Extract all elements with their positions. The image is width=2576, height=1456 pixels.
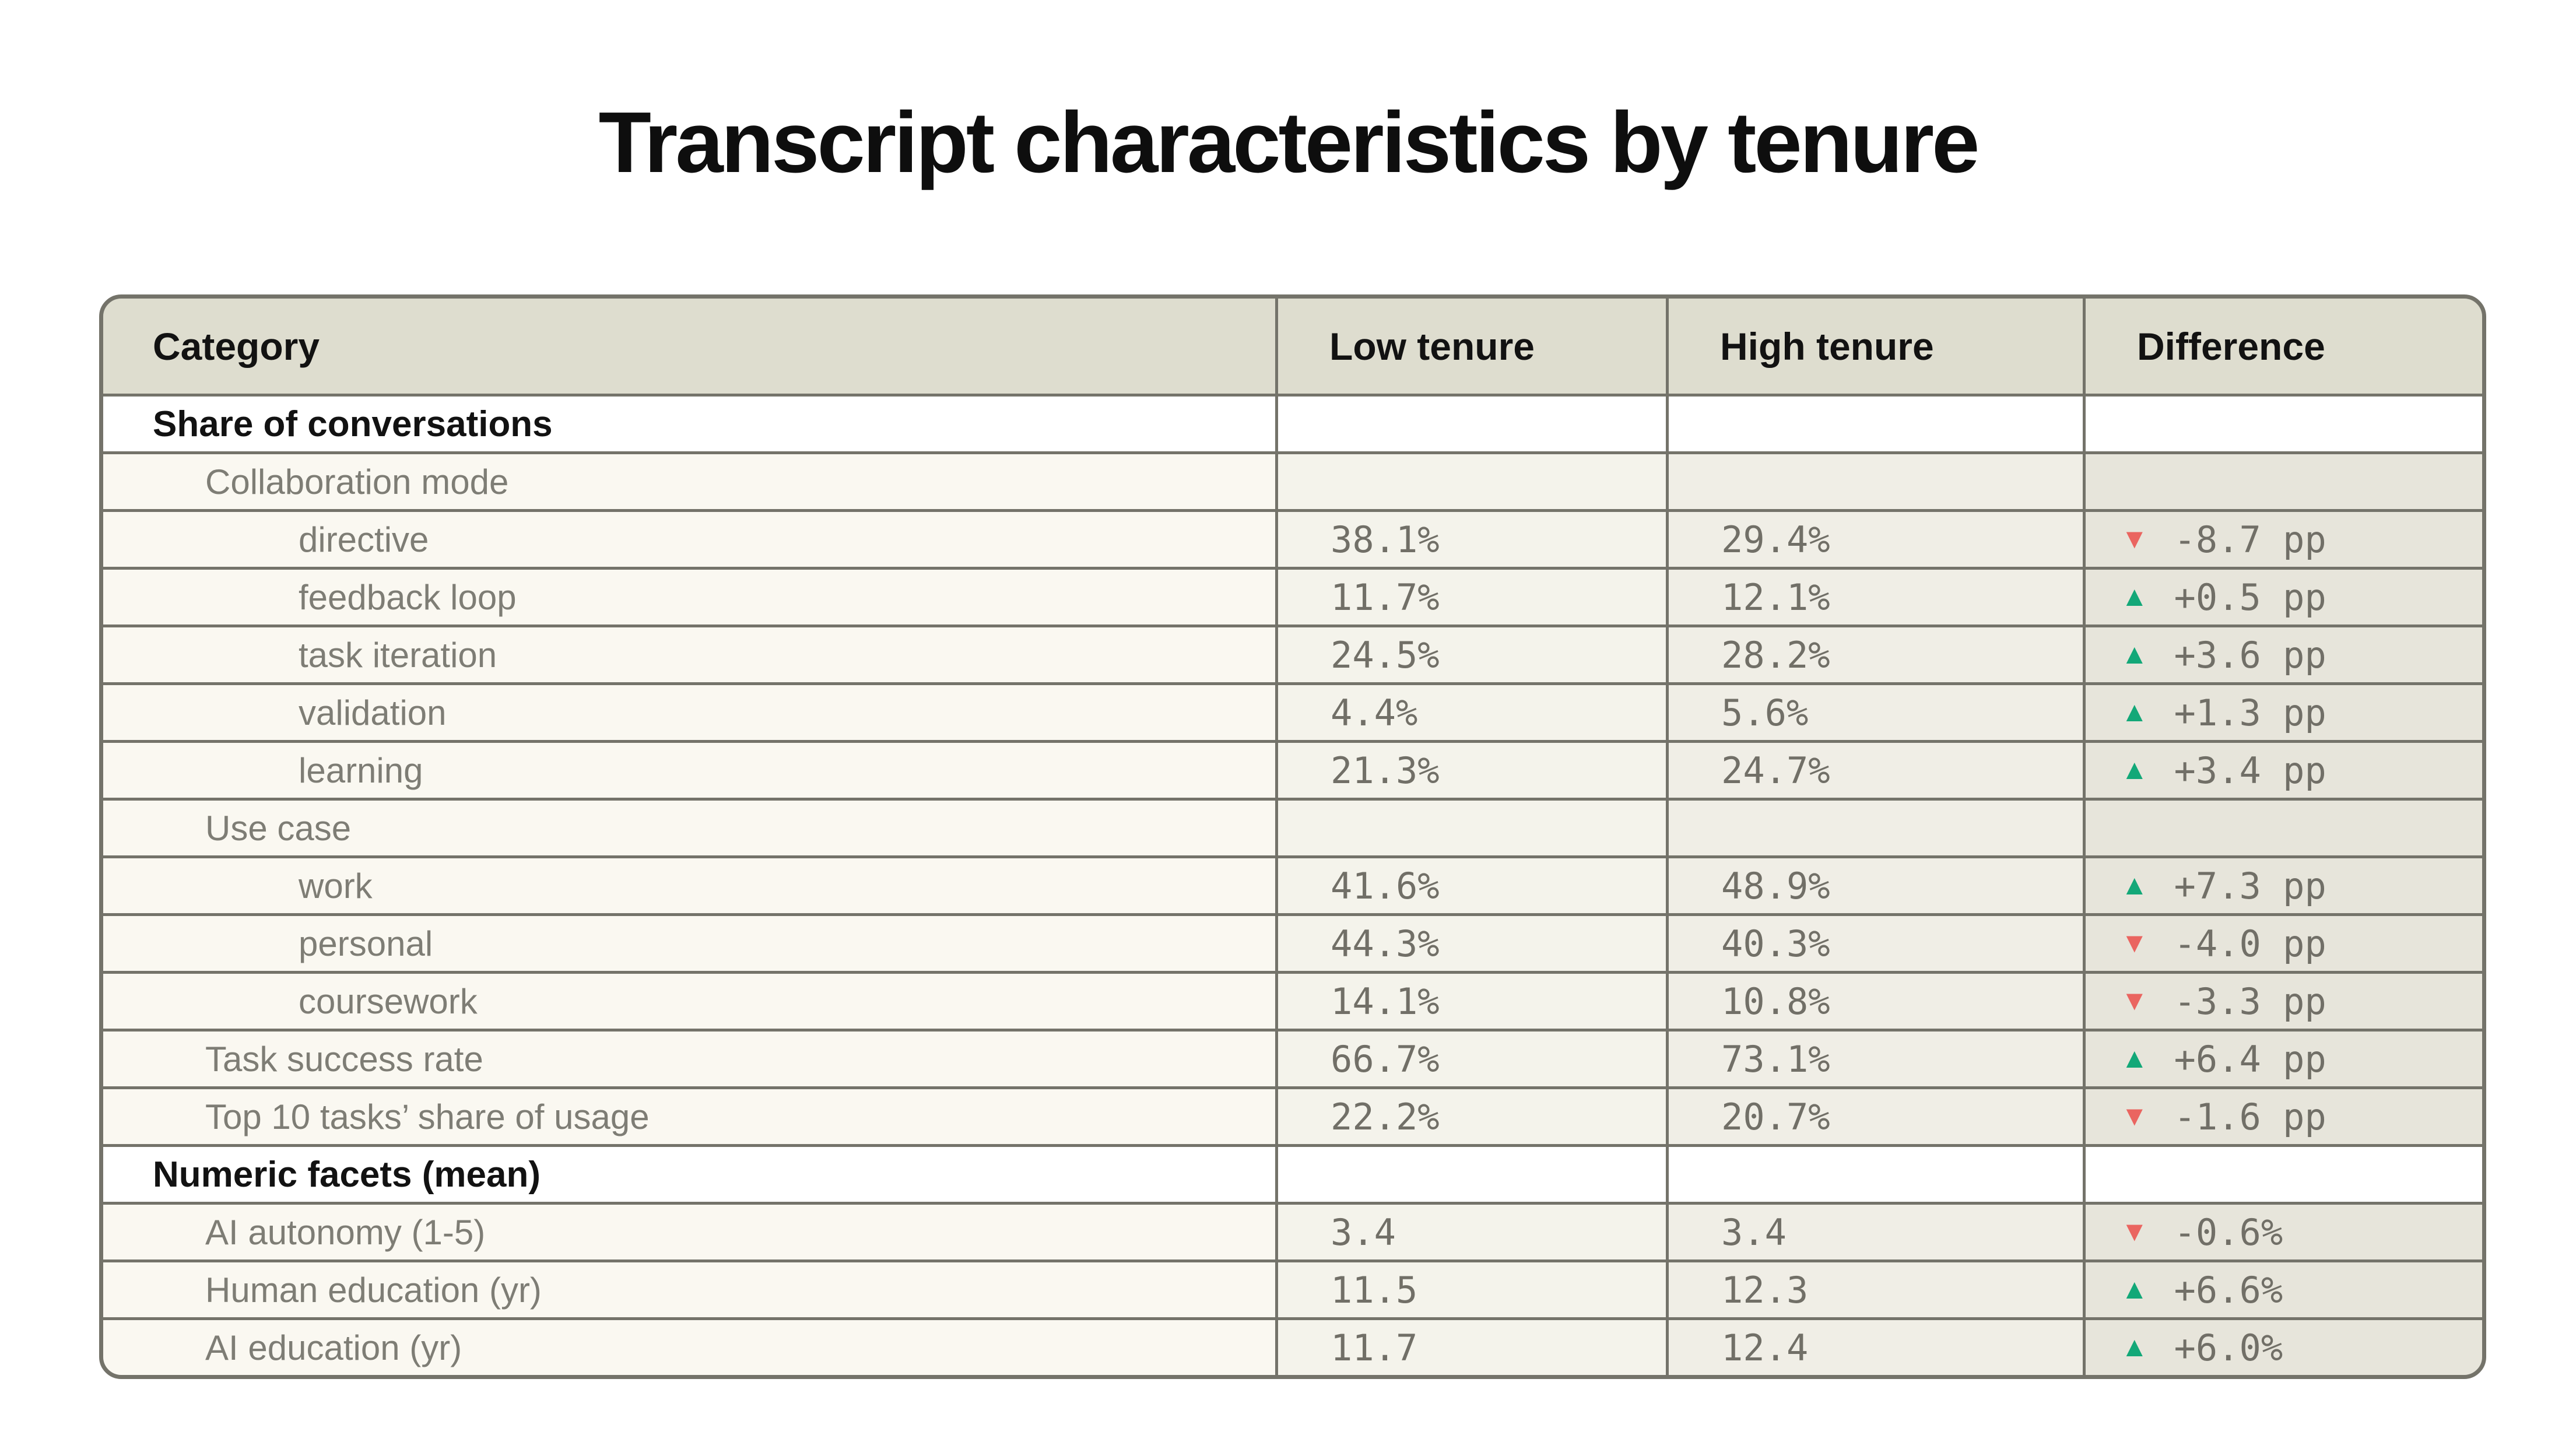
high-tenure-cell	[1669, 916, 2083, 971]
low-tenure-cell	[1278, 570, 1666, 624]
low-tenure-value: 66.7%	[1331, 1037, 1440, 1080]
low-tenure-cell	[1278, 858, 1666, 913]
category-cell	[103, 974, 1275, 1029]
high-tenure-value: 12.4	[1721, 1326, 1809, 1369]
category-label: AI education (yr)	[205, 1328, 462, 1367]
category-label: validation	[299, 693, 447, 732]
high-tenure-cell	[1669, 685, 2083, 740]
low-tenure-cell	[1278, 916, 1666, 971]
high-tenure-cell	[1669, 512, 2083, 567]
category-cell	[103, 1205, 1275, 1259]
category-label: personal	[299, 924, 433, 963]
difference-cell	[2086, 743, 2482, 798]
category-label: work	[299, 866, 373, 906]
high-tenure-value: 24.7%	[1721, 749, 1830, 792]
high-tenure-value: 73.1%	[1721, 1037, 1830, 1080]
high-tenure-cell	[1669, 974, 2083, 1029]
high-tenure-value: 3.4	[1721, 1211, 1787, 1254]
trend-up-icon: ▲	[2121, 1043, 2149, 1074]
difference-value: +1.3 pp	[2174, 691, 2326, 734]
low-tenure-value: 11.5	[1331, 1268, 1418, 1311]
category-label: Task success rate	[205, 1039, 483, 1079]
category-label: Collaboration mode	[205, 462, 509, 501]
category-label: learning	[299, 750, 423, 790]
difference-value: -1.6 pp	[2174, 1095, 2326, 1138]
high-tenure-value: 20.7%	[1721, 1095, 1830, 1138]
high-tenure-cell	[1669, 801, 2083, 855]
trend-up-icon: ▲	[2121, 1332, 2149, 1363]
difference-cell	[2086, 1320, 2482, 1375]
category-cell	[103, 627, 1275, 682]
low-tenure-value: 21.3%	[1331, 749, 1440, 792]
trend-up-icon: ▲	[2121, 755, 2149, 785]
category-cell	[103, 1262, 1275, 1317]
difference-value: +6.6%	[2174, 1268, 2283, 1311]
difference-value: +0.5 pp	[2174, 576, 2326, 619]
high-tenure-value: 12.1%	[1721, 576, 1830, 619]
header-category: Category	[103, 299, 1275, 394]
low-tenure-value: 38.1%	[1331, 518, 1440, 561]
category-cell	[103, 685, 1275, 740]
high-tenure-cell	[1669, 1262, 2083, 1317]
difference-cell	[2086, 1205, 2482, 1259]
category-label: Top 10 tasks’ share of usage	[205, 1097, 650, 1136]
low-tenure-value: 41.6%	[1331, 864, 1440, 907]
high-tenure-value: 40.3%	[1721, 922, 1830, 965]
low-tenure-cell	[1278, 1320, 1666, 1375]
low-tenure-value: 11.7	[1331, 1326, 1418, 1369]
low-tenure-cell	[1278, 743, 1666, 798]
category-cell	[103, 1320, 1275, 1375]
category-label: coursework	[299, 981, 478, 1021]
low-tenure-cell	[1278, 974, 1666, 1029]
category-cell	[103, 801, 1275, 855]
high-tenure-value: 48.9%	[1721, 864, 1830, 907]
difference-value: +6.0%	[2174, 1326, 2283, 1369]
difference-value: +7.3 pp	[2174, 864, 2326, 907]
difference-value: +3.6 pp	[2174, 633, 2326, 676]
difference-cell	[2086, 512, 2482, 567]
difference-cell	[2086, 858, 2482, 913]
category-label: feedback loop	[299, 577, 517, 617]
header-high-tenure: High tenure	[1669, 299, 2083, 394]
trend-up-icon: ▲	[2121, 581, 2149, 612]
low-tenure-value: 3.4	[1331, 1211, 1396, 1254]
trend-down-icon: ▼	[2121, 1216, 2149, 1247]
difference-cell	[2086, 974, 2482, 1029]
trend-up-icon: ▲	[2121, 697, 2149, 728]
high-tenure-cell	[1669, 454, 2083, 509]
difference-cell	[2086, 916, 2482, 971]
difference-value: +6.4 pp	[2174, 1037, 2326, 1080]
low-tenure-cell	[1278, 397, 1666, 451]
difference-cell	[2086, 685, 2482, 740]
high-tenure-cell	[1669, 1032, 2083, 1086]
high-tenure-cell	[1669, 397, 2083, 451]
low-tenure-cell	[1278, 1032, 1666, 1086]
high-tenure-cell	[1669, 858, 2083, 913]
category-label: directive	[299, 520, 429, 559]
trend-down-icon: ▼	[2121, 1101, 2149, 1132]
high-tenure-value: 5.6%	[1721, 691, 1809, 734]
table-grid	[103, 299, 2482, 1375]
page-title: Transcript characteristics by tenure	[598, 94, 1978, 191]
high-tenure-cell	[1669, 743, 2083, 798]
low-tenure-cell	[1278, 1089, 1666, 1144]
low-tenure-value: 24.5%	[1331, 633, 1440, 676]
low-tenure-cell	[1278, 801, 1666, 855]
low-tenure-cell	[1278, 685, 1666, 740]
category-label: Human education (yr)	[205, 1270, 542, 1310]
header-low-tenure: Low tenure	[1278, 299, 1666, 394]
difference-cell	[2086, 454, 2482, 509]
difference-cell	[2086, 1089, 2482, 1144]
high-tenure-cell	[1669, 1147, 2083, 1202]
difference-cell	[2086, 1032, 2482, 1086]
high-tenure-cell	[1669, 1320, 2083, 1375]
difference-cell	[2086, 1147, 2482, 1202]
category-label: AI autonomy (1-5)	[205, 1212, 486, 1252]
difference-cell	[2086, 397, 2482, 451]
category-label: Use case	[205, 808, 352, 848]
low-tenure-value: 44.3%	[1331, 922, 1440, 965]
high-tenure-value: 10.8%	[1721, 980, 1830, 1023]
category-cell	[103, 397, 1275, 451]
category-cell	[103, 512, 1275, 567]
low-tenure-cell	[1278, 1147, 1666, 1202]
difference-value: -3.3 pp	[2174, 980, 2326, 1023]
category-label: Numeric facets (mean)	[153, 1154, 541, 1195]
trend-up-icon: ▲	[2121, 1274, 2149, 1305]
difference-value: -4.0 pp	[2174, 922, 2326, 965]
low-tenure-cell	[1278, 454, 1666, 509]
category-label: task iteration	[299, 635, 497, 675]
low-tenure-cell	[1278, 1262, 1666, 1317]
low-tenure-value: 14.1%	[1331, 980, 1440, 1023]
category-cell	[103, 916, 1275, 971]
category-cell	[103, 1032, 1275, 1086]
high-tenure-cell	[1669, 1089, 2083, 1144]
difference-value: -8.7 pp	[2174, 518, 2326, 561]
high-tenure-cell	[1669, 1205, 2083, 1259]
difference-cell	[2086, 570, 2482, 624]
high-tenure-cell	[1669, 627, 2083, 682]
high-tenure-value: 12.3	[1721, 1268, 1809, 1311]
characteristics-table	[99, 294, 2486, 1379]
category-label: Share of conversations	[153, 404, 553, 444]
low-tenure-value: 22.2%	[1331, 1095, 1440, 1138]
category-cell	[103, 1089, 1275, 1144]
category-cell	[103, 570, 1275, 624]
category-cell	[103, 743, 1275, 798]
high-tenure-value: 28.2%	[1721, 633, 1830, 676]
trend-down-icon: ▼	[2121, 985, 2149, 1016]
trend-up-icon: ▲	[2121, 870, 2149, 901]
category-cell	[103, 1147, 1275, 1202]
trend-down-icon: ▼	[2121, 928, 2149, 959]
trend-down-icon: ▼	[2121, 524, 2149, 555]
difference-cell	[2086, 1262, 2482, 1317]
low-tenure-cell	[1278, 1205, 1666, 1259]
header-difference: Difference	[2086, 299, 2482, 394]
trend-up-icon: ▲	[2121, 639, 2149, 670]
category-cell	[103, 858, 1275, 913]
difference-value: -0.6%	[2174, 1211, 2283, 1254]
low-tenure-cell	[1278, 627, 1666, 682]
difference-cell	[2086, 627, 2482, 682]
high-tenure-cell	[1669, 570, 2083, 624]
low-tenure-value: 11.7%	[1331, 576, 1440, 619]
low-tenure-value: 4.4%	[1331, 691, 1418, 734]
low-tenure-cell	[1278, 512, 1666, 567]
category-cell	[103, 454, 1275, 509]
difference-value: +3.4 pp	[2174, 749, 2326, 792]
high-tenure-value: 29.4%	[1721, 518, 1830, 561]
difference-cell	[2086, 801, 2482, 855]
